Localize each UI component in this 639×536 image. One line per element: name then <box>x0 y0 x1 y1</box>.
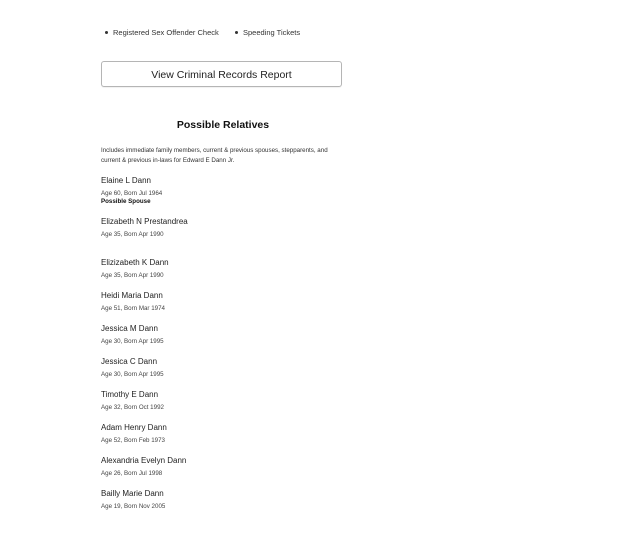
relative-name[interactable]: Timothy E Dann <box>101 390 159 399</box>
bullet-icon <box>235 31 238 34</box>
relative-name[interactable]: Heidi Maria Dann <box>101 291 163 300</box>
relative-age: Age 32, Born Oct 1992 <box>101 404 164 411</box>
relative-item[interactable] <box>101 456 341 478</box>
relative-name[interactable]: Jessica M Dann <box>101 324 158 333</box>
section-title: Possible Relatives <box>176 119 270 131</box>
relative-age: Age 26, Born Jul 1998 <box>101 470 163 477</box>
relative-name[interactable]: Bailly Marie Dann <box>101 489 164 498</box>
check-item-speeding-tickets <box>235 27 345 38</box>
relative-name[interactable]: Elizizabeth K Dann <box>101 258 169 267</box>
relative-age: Age 60, Born Jul 1964 <box>101 190 163 197</box>
bullet-icon <box>105 31 108 34</box>
relative-age: Age 52, Born Feb 1973 <box>101 437 165 444</box>
relative-item[interactable] <box>101 390 341 412</box>
section-description: Includes immediate family members, current & previous spouses, stepparents, and current & previous in-laws for Edward E Dann Jr. <box>101 147 328 164</box>
relative-item[interactable] <box>101 258 341 280</box>
check-item-label: Registered Sex Offender Check <box>113 28 219 37</box>
relative-age: Age 30, Born Apr 1995 <box>101 371 164 378</box>
relative-item[interactable] <box>101 324 341 346</box>
relative-item[interactable] <box>101 357 341 379</box>
relative-age: Age 30, Born Apr 1995 <box>101 338 164 345</box>
relative-name[interactable]: Jessica C Dann <box>101 357 158 366</box>
relative-item[interactable] <box>101 217 341 239</box>
relative-age: Age 19, Born Nov 2005 <box>101 503 166 510</box>
included-checks-list <box>101 27 346 51</box>
relative-name[interactable]: Elaine L Dann <box>101 176 151 185</box>
relative-item[interactable] <box>101 423 341 445</box>
relative-age: Age 35, Born Apr 1990 <box>101 272 164 279</box>
check-item-label: Speeding Tickets <box>243 28 301 37</box>
relative-age: Age 51, Born Mar 1974 <box>101 305 165 312</box>
relative-relation: Possible Spouse <box>101 198 151 205</box>
relative-age: Age 35, Born Apr 1990 <box>101 231 164 238</box>
relative-name[interactable]: Elizabeth N Prestandrea <box>101 217 188 226</box>
relative-item[interactable] <box>101 291 341 313</box>
check-item-sex-offender <box>105 27 220 38</box>
view-criminal-records-button[interactable]: View Criminal Records Report <box>101 61 342 87</box>
relative-name[interactable]: Alexandria Evelyn Dann <box>101 456 187 465</box>
relative-name[interactable]: Adam Henry Dann <box>101 423 167 432</box>
relative-item[interactable] <box>101 489 341 511</box>
relative-item[interactable] <box>101 176 341 206</box>
